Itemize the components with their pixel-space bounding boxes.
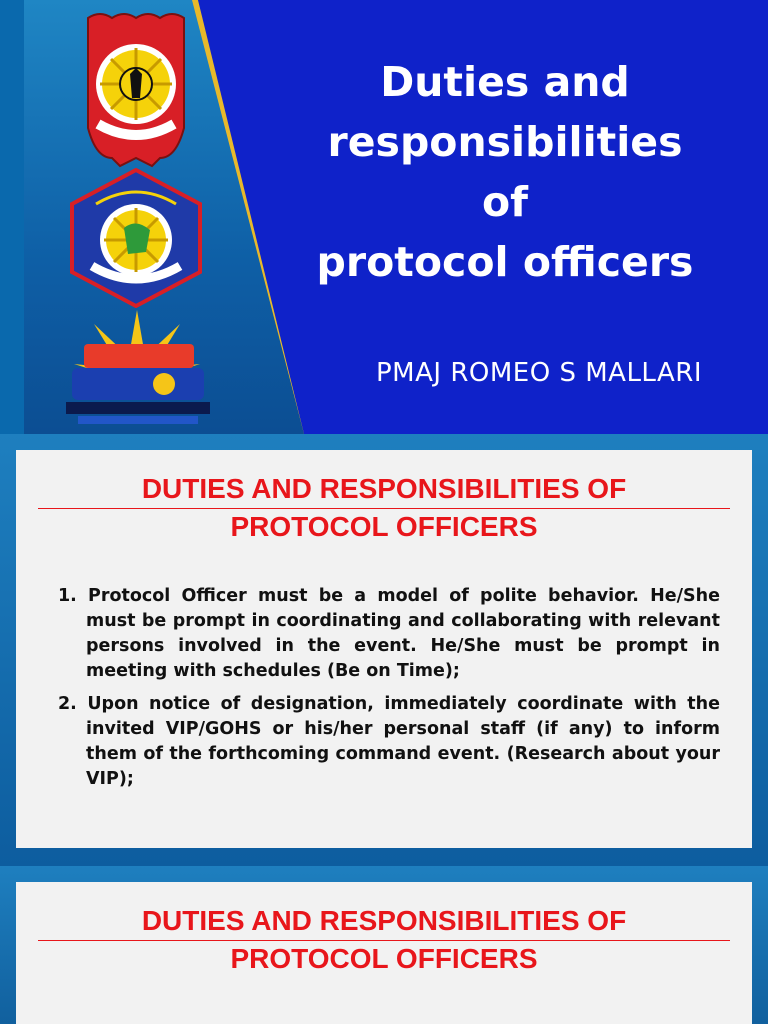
heading-line: DUTIES AND RESPONSIBILITIES OF xyxy=(141,905,627,936)
heading-underline xyxy=(38,940,730,941)
title-line: responsibilities xyxy=(327,118,683,166)
content-panel xyxy=(16,450,752,848)
presentation-title xyxy=(280,52,730,292)
slide-background-strip xyxy=(0,0,24,434)
heading-line: DUTIES AND RESPONSIBILITIES OF xyxy=(141,473,627,504)
title-line: of xyxy=(481,178,528,226)
heading-line: PROTOCOL OFFICERS xyxy=(230,943,538,974)
heading-underline xyxy=(38,508,730,509)
list-item: 2. Upon notice of designation, immediately coordinate with the invited VIP/GOHS or his/her personal staff (if any) to inform them of the forthcoming command event. (Research about your VIP); xyxy=(58,694,720,789)
duties-list xyxy=(56,584,720,800)
heading-line: PROTOCOL OFFICERS xyxy=(230,511,538,542)
list-item: 1. Protocol Officer must be a model of polite behavior. He/She must be prompt in coordinating and collaborating with relevant persons involved in the event. He/She must be prompt in meeting with schedules (Be on Time); xyxy=(58,586,720,681)
title-slide xyxy=(0,0,768,434)
pro6-logo xyxy=(66,168,206,308)
pnp-logo xyxy=(80,8,192,168)
stronger-pro6-logo xyxy=(54,310,220,428)
content-slide-duties xyxy=(0,434,768,866)
title-line: Duties and xyxy=(380,58,630,106)
content-slide-duties-continued xyxy=(0,866,768,1024)
content-panel xyxy=(16,882,752,1024)
title-line: protocol officers xyxy=(316,238,694,286)
presenter-name: PMAJ ROMEO S MALLARI xyxy=(376,358,703,388)
